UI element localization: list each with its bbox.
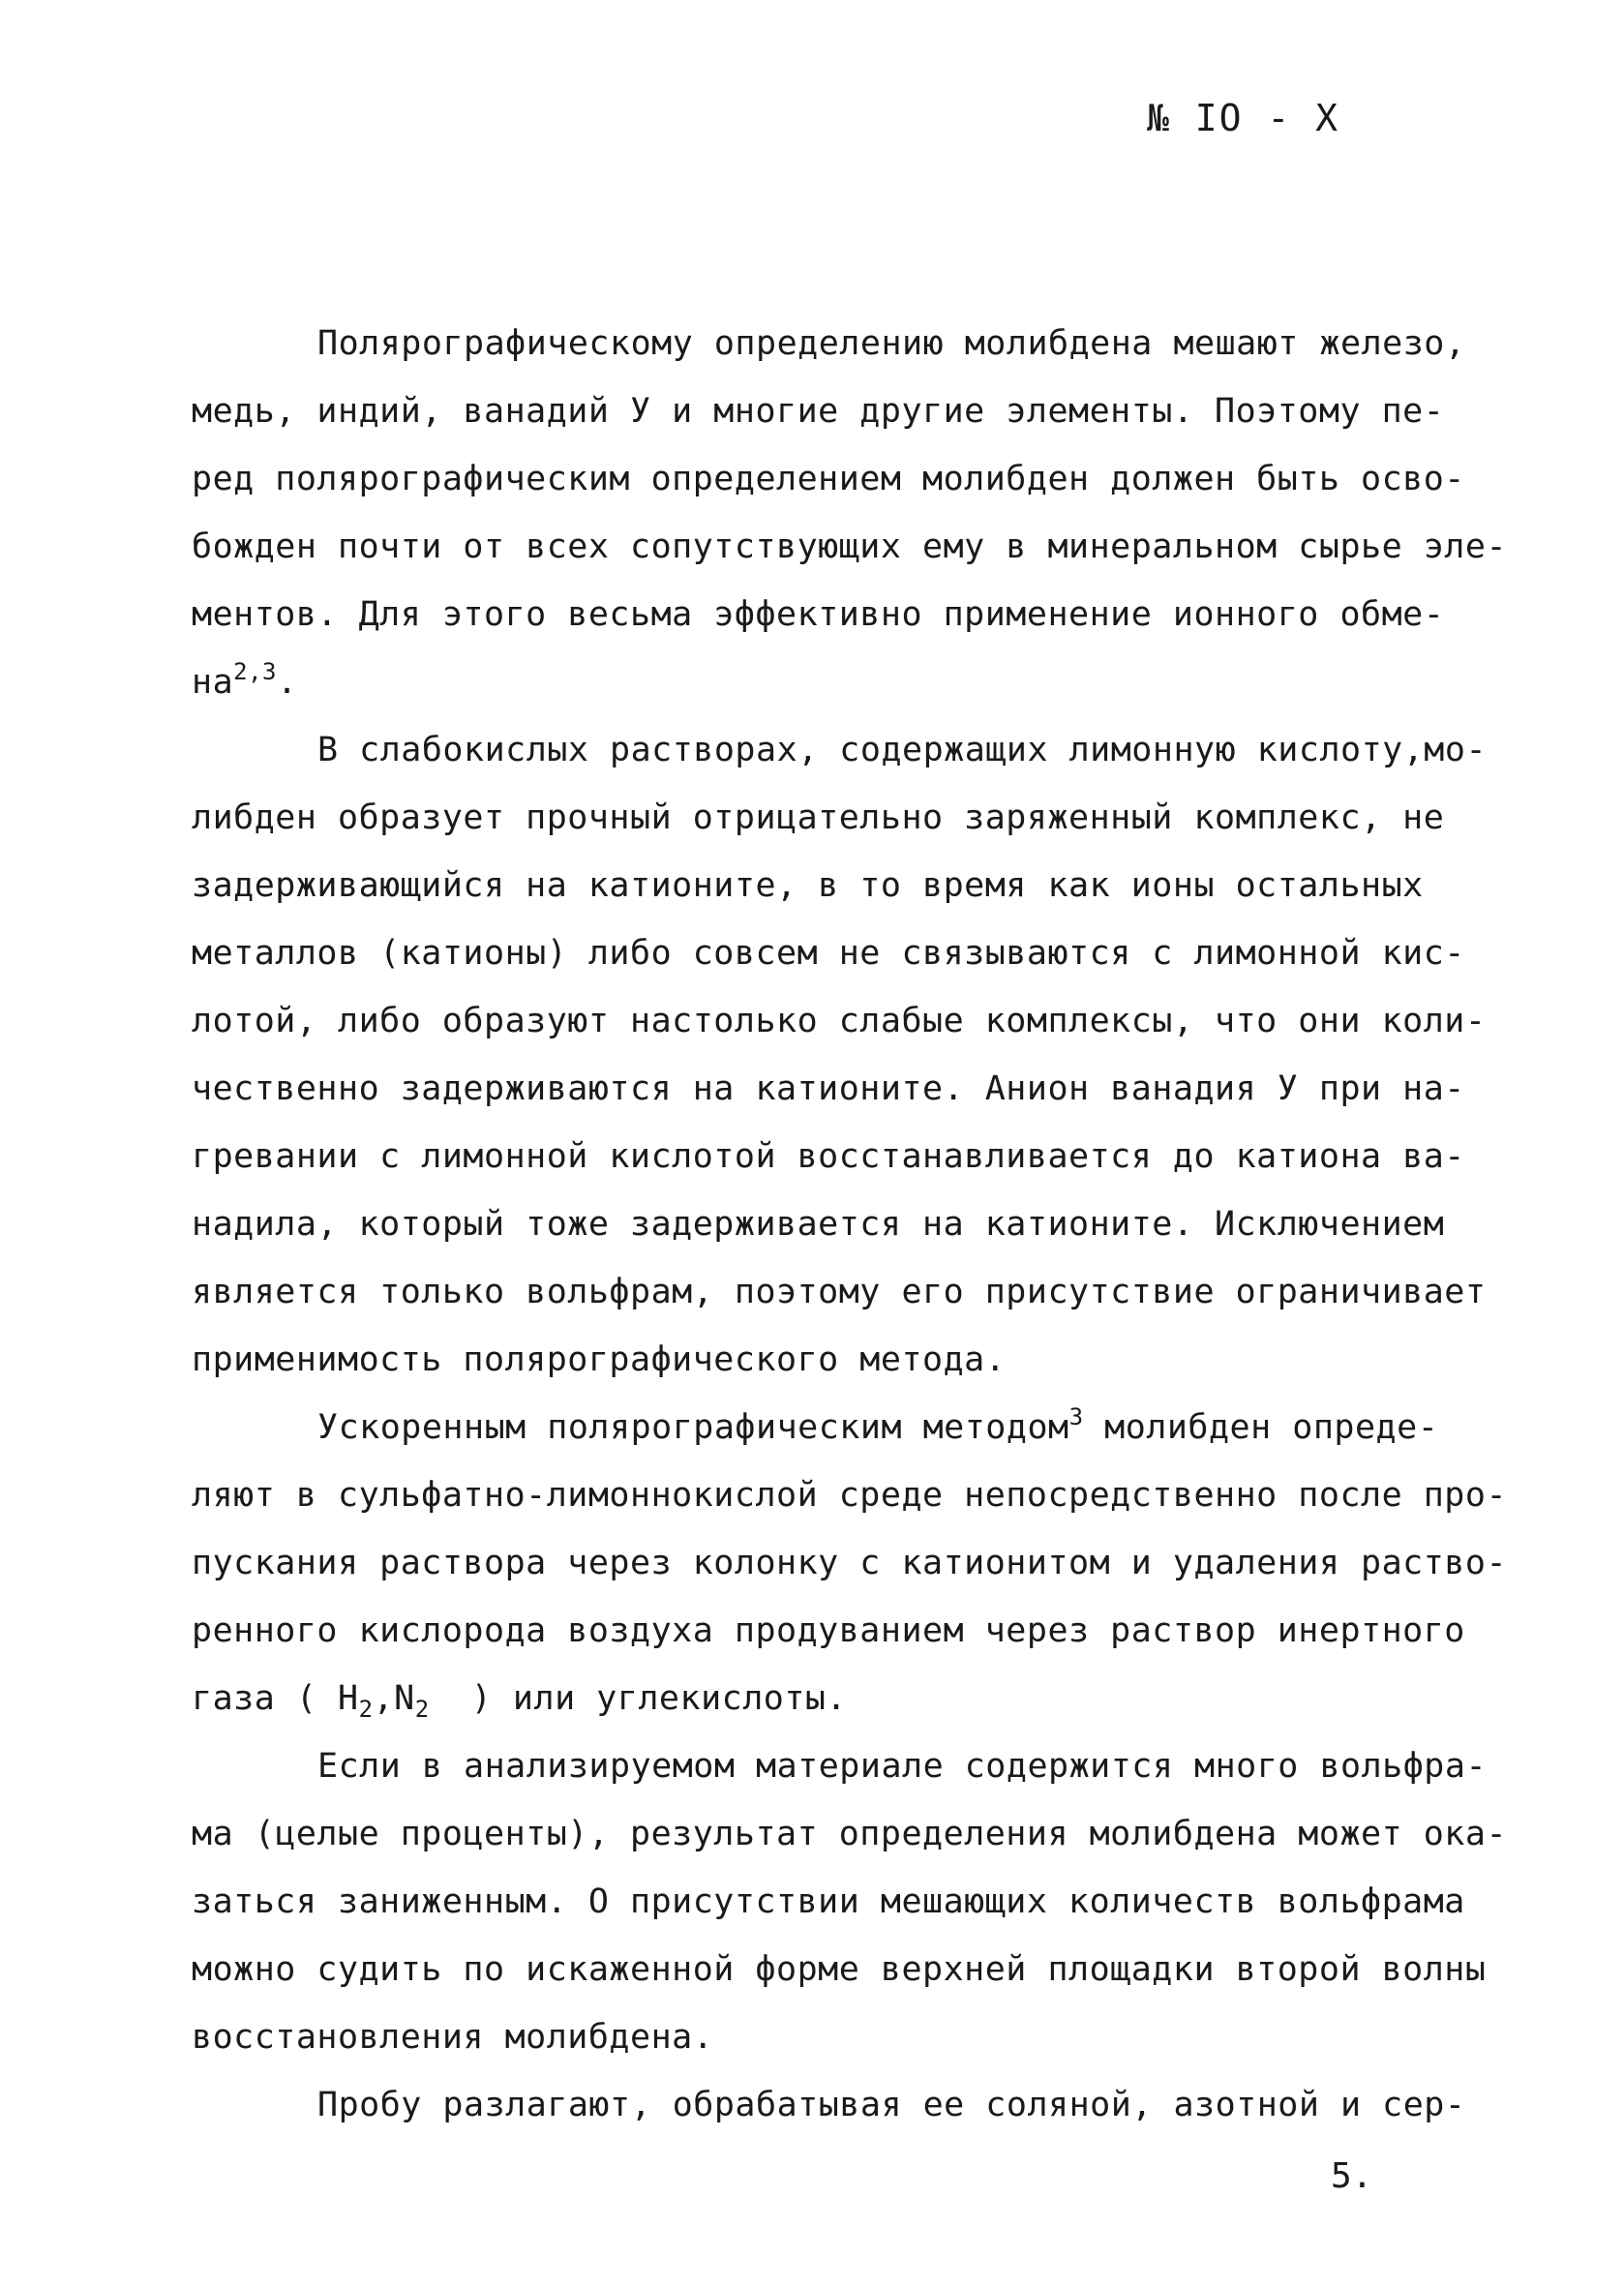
text-line: восстановления молибдена. <box>192 2018 714 2057</box>
text-line <box>192 1665 1469 1732</box>
text-fragment: ,N <box>373 1679 415 1718</box>
text-line: заться заниженным. О присутствии мешающих количеств вольфрама <box>192 1882 1465 1921</box>
text-line: надила, который тоже задерживается на катионите. Исключением <box>192 1205 1445 1244</box>
text-line: применимость полярографического метода. <box>192 1340 1007 1379</box>
text-fragment: . <box>277 663 298 702</box>
text-line <box>192 648 1469 716</box>
text-line: ренного кислорода воздуха продуванием через раствор инертного <box>192 1611 1465 1650</box>
paragraph-2 <box>192 716 1488 1394</box>
text-line: металлов (катионы) либо совсем не связываются с лимонной кис- <box>192 934 1465 973</box>
text-fragment: на <box>192 663 234 702</box>
paragraph-3 <box>192 1394 1508 1732</box>
text-fragment: молибден опреде- <box>1083 1408 1439 1447</box>
reference-superscript: 3 <box>1068 1403 1084 1430</box>
subscript: 2 <box>358 1696 374 1723</box>
text-line <box>192 1394 1469 1461</box>
text-line: пускания раствора через колонку с катионитом и удаления раство- <box>192 1544 1508 1582</box>
text-fragment: газа ( H <box>192 1679 359 1718</box>
text-line: божден почти от всех сопутствующих ему в минеральном сырье эле- <box>192 527 1508 566</box>
text-line: ма (целые проценты), результат определения молибдена может ока- <box>192 1815 1508 1853</box>
text-line: лотой, либо образуют настолько слабые комплексы, что они коли- <box>192 1002 1487 1040</box>
text-line: В слабокислых растворах, содержащих лимонную кислоту,мо- <box>317 731 1488 769</box>
text-fragment: Ускоренным полярографическим методом <box>317 1408 1069 1447</box>
text-line: Если в анализируемом материале содержится много вольфра- <box>317 1747 1488 1786</box>
text-line: ментов. Для этого весьма эффективно применение ионного обме- <box>192 595 1445 634</box>
text-line: гревании с лимонной кислотой восстанавливается до катиона ва- <box>192 1137 1465 1176</box>
reference-superscript: 2,3 <box>233 658 278 685</box>
text-line: Пробу разлагают, обрабатывая ее соляной, азотной и сер- <box>317 2086 1466 2124</box>
paragraph-5 <box>192 2071 1469 2139</box>
body-text <box>192 310 1508 2139</box>
text-line: либден образует прочный отрицательно заряженный комплекс, не <box>192 798 1445 837</box>
document-number: № IO - X <box>1147 97 1340 139</box>
text-line: задерживающийся на катионите, в то время как ионы остальных <box>192 866 1424 905</box>
text-line: чественно задерживаются на катионите. Анион ванадия У при на- <box>192 1069 1465 1108</box>
subscript: 2 <box>414 1696 430 1723</box>
text-line: ляют в сульфатно-лимоннокислой среде непосредственно после про- <box>192 1476 1508 1515</box>
page-number: 5. <box>1331 2156 1373 2196</box>
text-line: ред полярографическим определением молибден должен быть осво- <box>192 460 1465 498</box>
text-line: медь, индий, ванадий У и многие другие элементы. Поэтому пе- <box>192 392 1445 431</box>
text-line: Полярографическому определению молибдена мешают железо, <box>317 324 1466 363</box>
paragraph-1 <box>192 310 1508 716</box>
text-fragment: ) или углекислоты. <box>429 1679 848 1718</box>
text-line: является только вольфрам, поэтому его присутствие ограничивает <box>192 1273 1487 1311</box>
text-line: можно судить по искаженной форме верхней площадки второй волны <box>192 1950 1487 1989</box>
paragraph-4 <box>192 1732 1508 2071</box>
